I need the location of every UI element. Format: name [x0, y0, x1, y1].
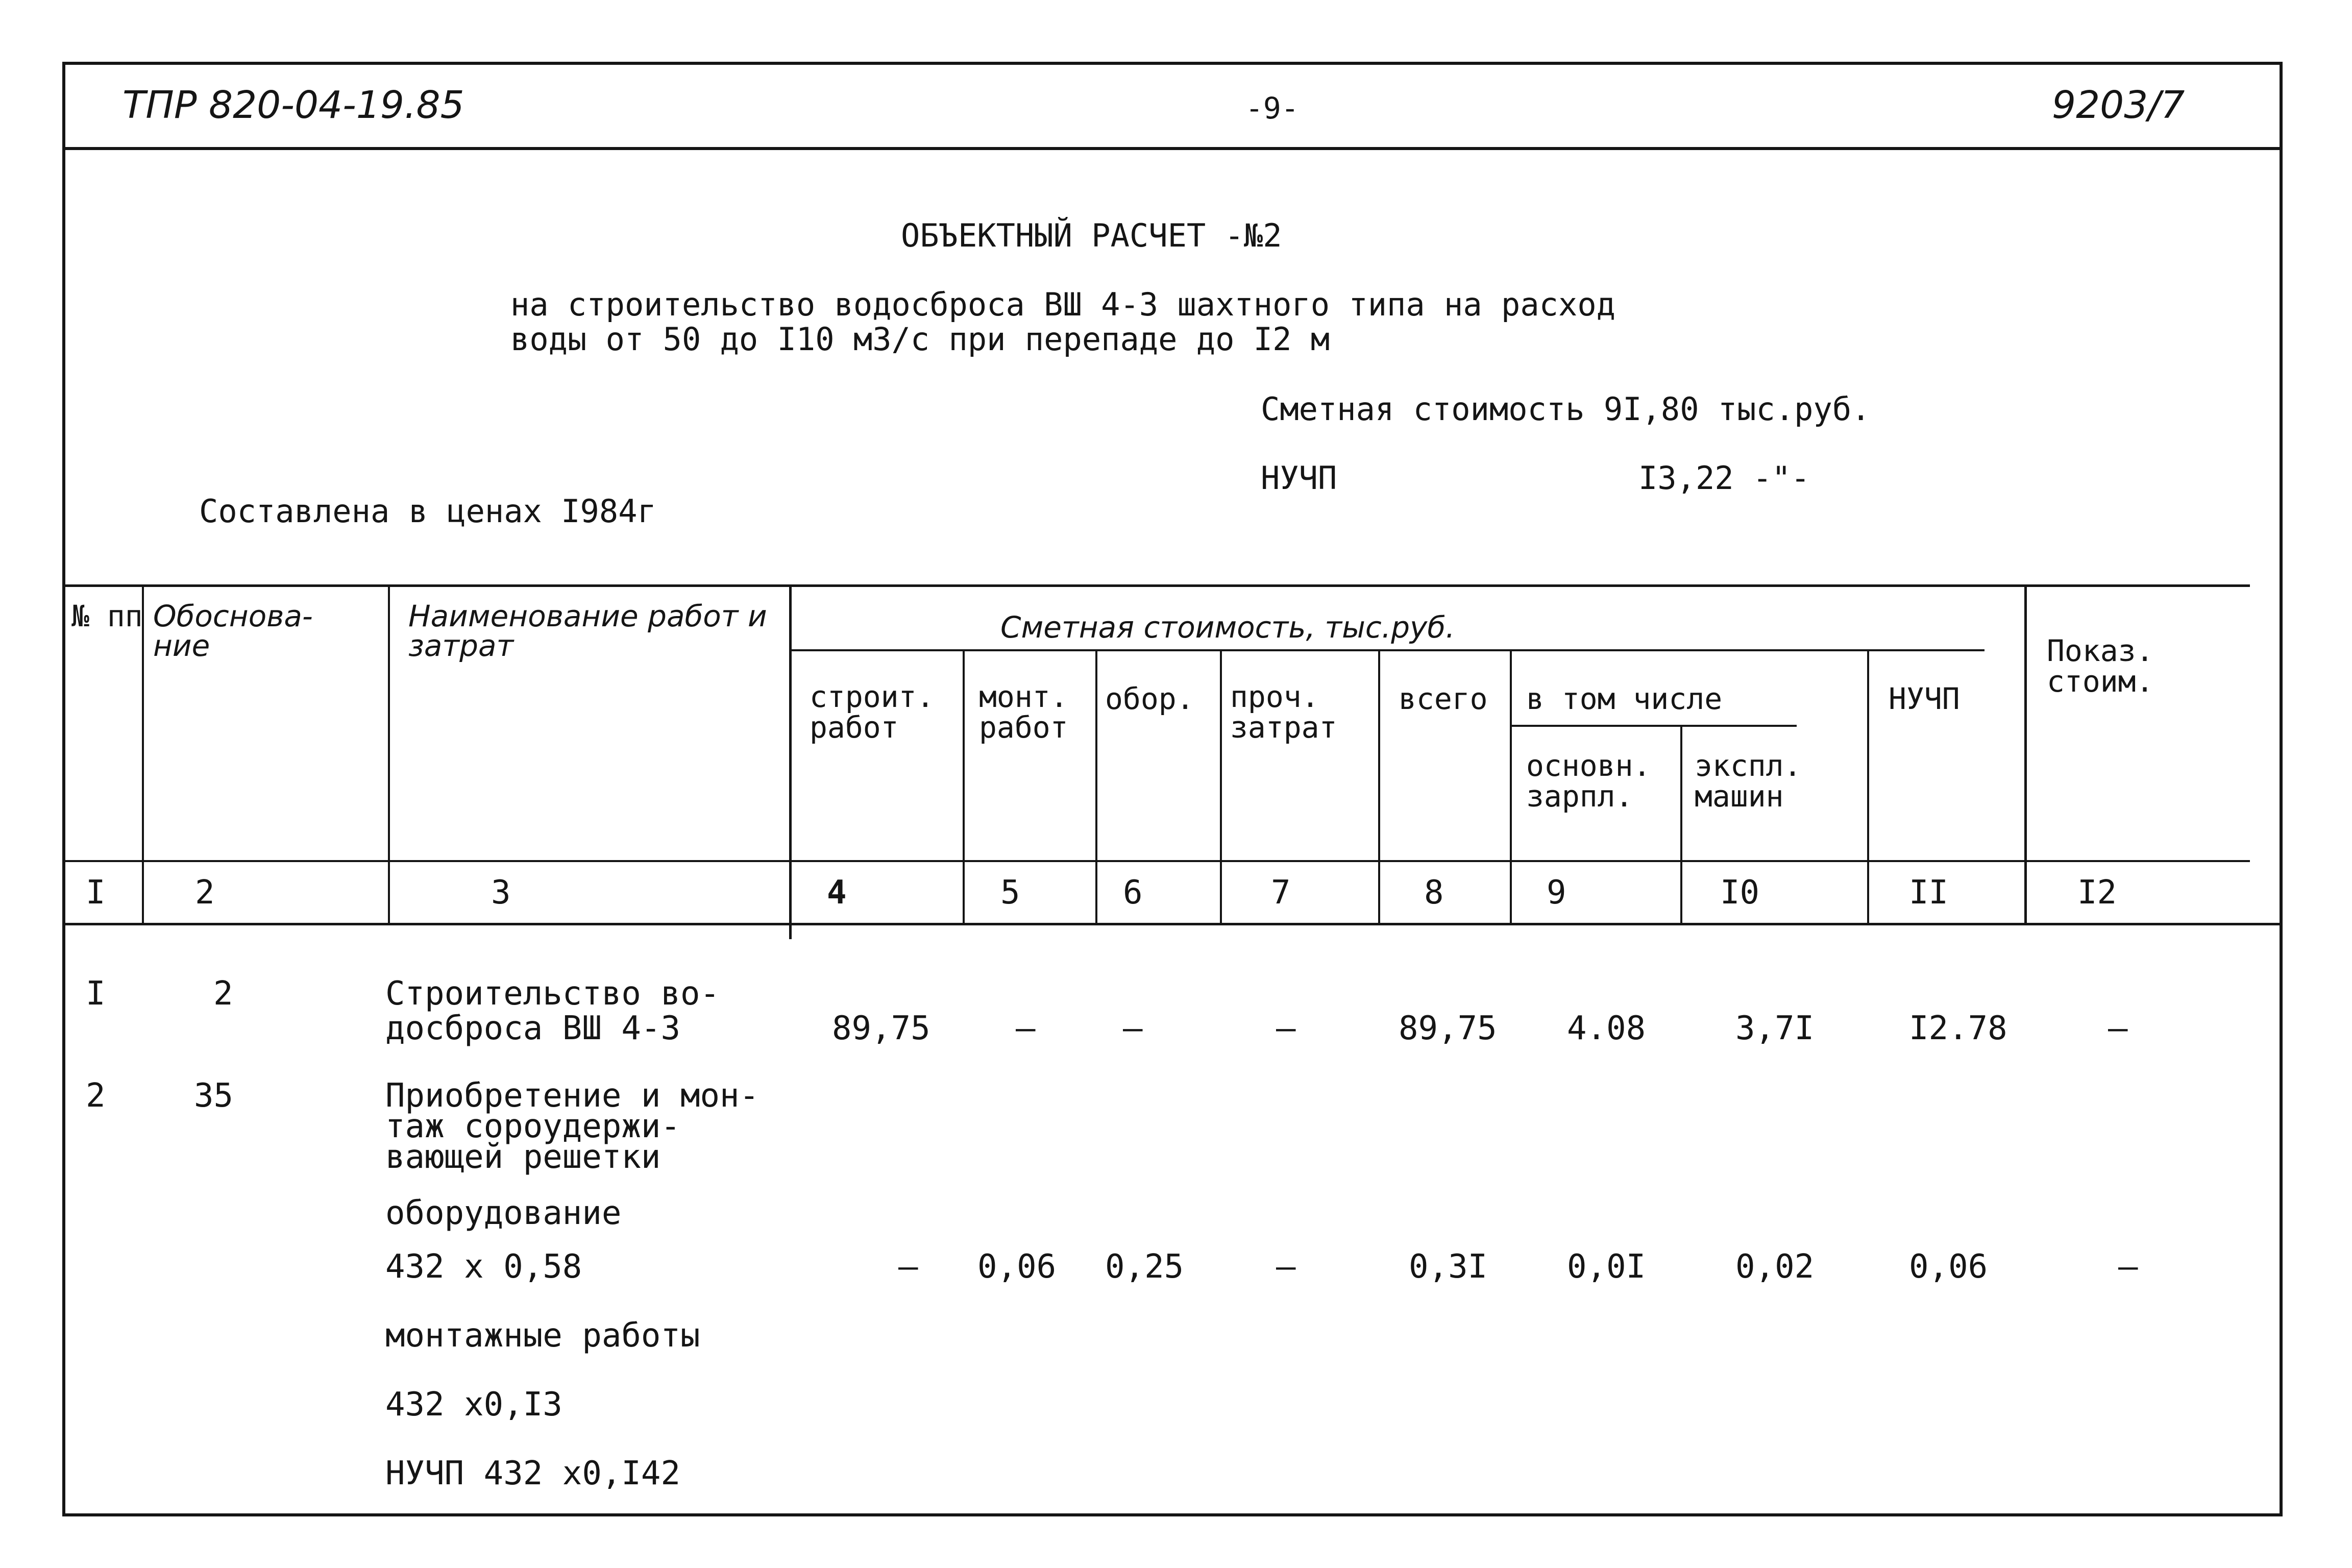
row-machines: 0,02: [1735, 1248, 1815, 1286]
header-rule: [65, 147, 2280, 150]
row-subitem: 432 х 0,58: [385, 1248, 582, 1286]
row-machines: 3,7I: [1735, 1010, 1815, 1047]
col-divider: [1680, 727, 1682, 923]
page-number: -9-: [1245, 91, 1299, 126]
row-other: –: [1276, 1248, 1296, 1286]
header-nuchp: НУЧП: [1889, 681, 1960, 716]
header-total: всего: [1399, 681, 1488, 716]
row-nuchp: 0,06: [1909, 1248, 1988, 1286]
column-numbers-rule: [65, 860, 2250, 862]
col-number: I2: [2077, 874, 2117, 912]
document-subtitle-line2: воды от 50 до I10 м3/с при перепаде до I2 м: [510, 321, 1330, 358]
row-basis: 35: [194, 1077, 234, 1115]
col-divider: [1378, 651, 1380, 923]
col-number: 3: [491, 874, 511, 912]
body-top-rule: [65, 923, 2280, 925]
prices-note: Составлена в ценах I984г: [199, 493, 656, 530]
col-divider: [1095, 651, 1097, 923]
header-n: [71, 599, 143, 633]
col-divider: [789, 587, 792, 939]
col-number: 5: [1000, 874, 1020, 912]
row-total: 89,75: [1399, 1010, 1497, 1047]
col-divider: [1867, 651, 1869, 923]
row-mount: 0,06: [977, 1248, 1057, 1286]
row-indicator: –: [2118, 1248, 2138, 1286]
header-mount: монт. работ: [979, 679, 1068, 745]
header-incl: в том числе: [1526, 681, 1723, 716]
header-wages: основн. зарпл.: [1526, 748, 1651, 814]
header-basis: Обоснова-ние: [153, 599, 313, 663]
header-other: проч. затрат: [1230, 679, 1337, 745]
row-name-line: вающей решетки: [385, 1138, 661, 1176]
incl-header-rule: [1511, 725, 1797, 727]
row-subitem: НУЧП 432 х0,I42: [385, 1455, 680, 1492]
row-indicator: –: [2108, 1010, 2128, 1047]
page-frame: [62, 62, 2283, 1516]
col-number: I0: [1720, 874, 1760, 912]
row-equip: 0,25: [1105, 1248, 1184, 1286]
row-mount: –: [1016, 1010, 1036, 1047]
sheet-number: 9203/7: [2052, 83, 2185, 127]
col-divider: [142, 587, 144, 923]
row-name-line: таж сороудержи-: [385, 1108, 680, 1145]
row-constr: 89,75: [832, 1010, 930, 1047]
row-basis: 2: [213, 975, 233, 1013]
col-number: 9: [1547, 874, 1566, 912]
header-indicator: Показ. стоим.: [2047, 633, 2154, 699]
col-number: 7: [1271, 874, 1291, 912]
col-number: II: [1909, 874, 1949, 912]
col-number: 2: [195, 874, 215, 912]
header-constr: строит. работ: [810, 679, 935, 745]
row-name-line: Строительство во-: [385, 975, 720, 1013]
estimated-cost: Сметная стоимость 9I,80 тыс.руб.: [1261, 390, 1871, 428]
col-number: I: [86, 874, 106, 912]
row-name-line: досброса ВШ 4-3: [385, 1010, 680, 1047]
header-machines: экспл. машин: [1695, 748, 1802, 814]
row-wages: 0,0I: [1567, 1248, 1646, 1286]
header-equip: обор.: [1105, 681, 1194, 716]
document-title: ОБЪЕКТНЫЙ РАСЧЕТ -№2: [901, 217, 1282, 254]
nuchp-label: НУЧП: [1261, 459, 1337, 497]
col-number: 8: [1424, 874, 1444, 912]
row-n: I: [86, 975, 106, 1013]
col-divider: [1510, 651, 1512, 923]
row-constr: –: [898, 1248, 918, 1286]
row-wages: 4.08: [1567, 1010, 1646, 1047]
header-cost-group: Сметная стоимость, тыс.руб.: [1000, 610, 1455, 645]
row-subitem: 432 х0,I3: [385, 1386, 562, 1424]
header-name: Наименование работ и затрат: [408, 599, 767, 663]
row-nuchp: I2.78: [1909, 1010, 2007, 1047]
col-divider: [963, 651, 965, 923]
col-number: 6: [1123, 874, 1143, 912]
row-equip: –: [1123, 1010, 1143, 1047]
row-subitem: монтажные работы: [385, 1317, 700, 1355]
document-subtitle-line1: на строительство водосброса ВШ 4-3 шахтного типа на расход: [510, 286, 1615, 323]
row-n: 2: [86, 1077, 106, 1115]
col-divider: [388, 587, 390, 923]
col-divider: [2024, 587, 2027, 923]
row-other: –: [1276, 1010, 1296, 1047]
document-code: ТПР 820-04-19.85: [122, 83, 464, 127]
header-n-text: № пп: [71, 599, 143, 633]
col-divider: [1220, 651, 1222, 923]
group-header-rule: [790, 649, 1984, 651]
row-subitem: оборудование: [385, 1194, 622, 1232]
row-name-line: Приобретение и мон-: [385, 1077, 760, 1115]
table-top-rule: [65, 584, 2250, 587]
nuchp-value: I3,22 -"-: [1638, 459, 1810, 497]
col-number: 4: [827, 874, 847, 912]
row-total: 0,3I: [1409, 1248, 1488, 1286]
